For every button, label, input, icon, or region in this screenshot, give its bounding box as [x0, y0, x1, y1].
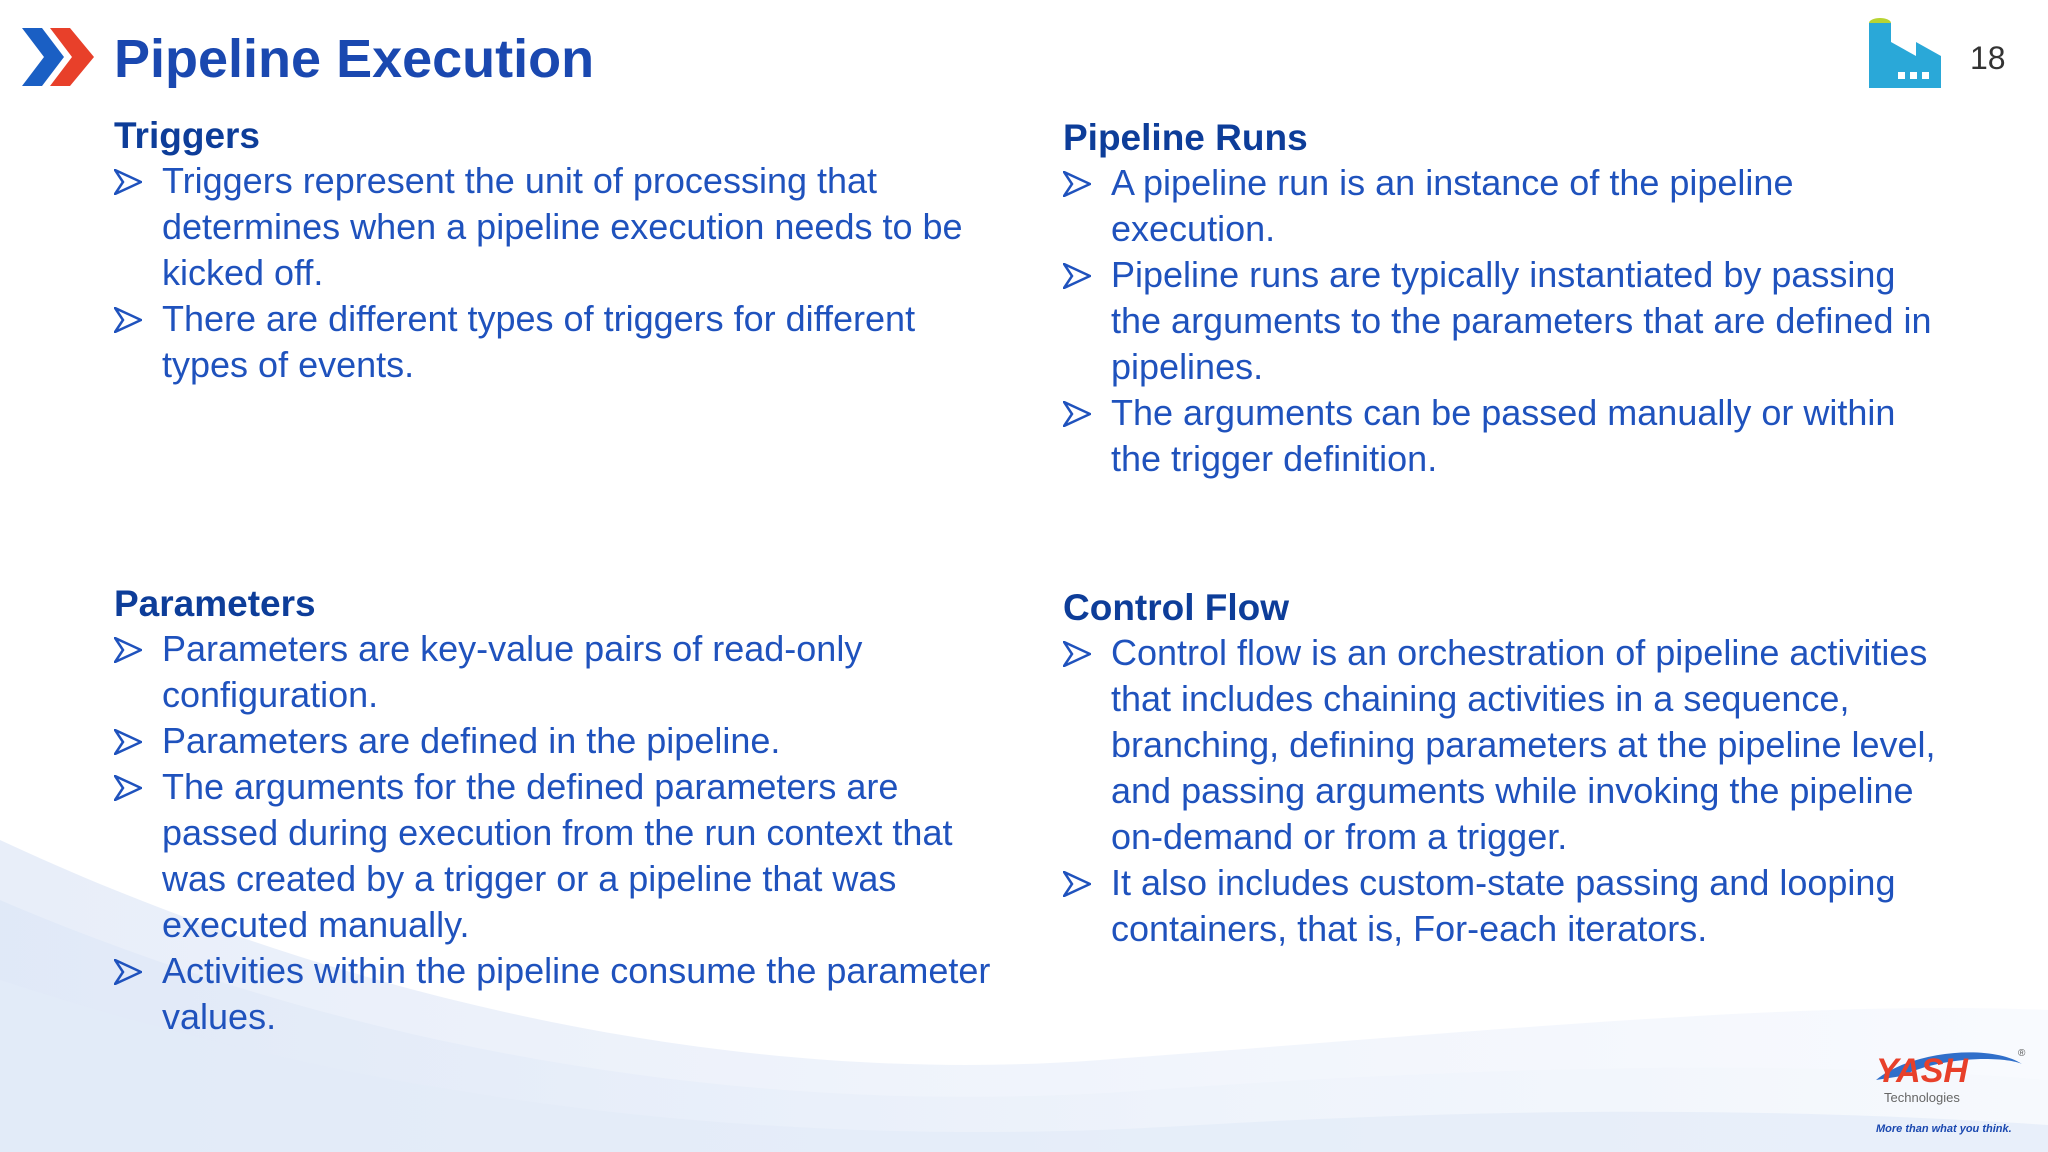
- bullet-item: [114, 948, 994, 1040]
- data-factory-icon: [1866, 16, 1944, 90]
- bullet-item: [114, 158, 994, 296]
- page-title: Pipeline Execution: [114, 29, 595, 89]
- bullet-item: [1063, 160, 1943, 252]
- logo-name: YASH: [1876, 1052, 1968, 1090]
- arrow-bullet-icon: [1063, 171, 1091, 197]
- section-parameters: [114, 582, 994, 1040]
- slide-number: 18: [1970, 40, 2006, 76]
- bullet-text: A pipeline run is an instance of the pipeline execution.: [1111, 162, 1794, 249]
- yash-technologies-logo: [1872, 1046, 2032, 1136]
- bullet-text: Control flow is an orchestration of pipeline activities that includes chaining activities in a sequence, branching, defining parameters at the pipeline level, and passing arguments while invoking the pipeline on-demand or from a trigger.: [1111, 632, 1936, 857]
- bullet-text: The arguments can be passed manually or within the trigger definition.: [1111, 392, 1896, 479]
- bullet-text: Pipeline runs are typically instantiated by passing the arguments to the parameters that are defined in pipelines.: [1111, 254, 1932, 387]
- bullet-text: Activities within the pipeline consume the parameter values.: [162, 950, 991, 1037]
- bullet-text: There are different types of triggers for different types of events.: [162, 298, 916, 385]
- arrow-bullet-icon: [114, 169, 142, 195]
- bullet-item: [114, 764, 994, 948]
- arrow-bullet-icon: [114, 775, 142, 801]
- bullet-item: [1063, 390, 1943, 482]
- bullet-item: [1063, 860, 1943, 952]
- arrow-bullet-icon: [1063, 263, 1091, 289]
- arrow-bullet-icon: [114, 307, 142, 333]
- bullet-text: The arguments for the defined parameters are passed during execution from the run context that was created by a trigger or a pipeline that was executed manually.: [162, 766, 953, 945]
- section-control-flow: [1063, 586, 1943, 952]
- arrow-bullet-icon: [1063, 641, 1091, 667]
- bullet-item: [114, 296, 994, 388]
- section-triggers: [114, 114, 994, 388]
- double-chevron-logo-icon: [20, 24, 96, 90]
- logo-tagline: More than what you think.: [1876, 1123, 2012, 1135]
- arrow-bullet-icon: [1063, 401, 1091, 427]
- logo-subtitle: Technologies: [1884, 1090, 1960, 1105]
- bullet-text: Parameters are defined in the pipeline.: [162, 720, 781, 761]
- bullet-text: It also includes custom-state passing and looping containers, that is, For-each iterators.: [1111, 862, 1896, 949]
- arrow-bullet-icon: [1063, 871, 1091, 897]
- bullet-text: Triggers represent the unit of processing that determines when a pipeline execution needs to be kicked off.: [162, 160, 963, 293]
- section-pipeline-runs: [1063, 116, 1943, 482]
- arrow-bullet-icon: [114, 637, 142, 663]
- section-heading: Pipeline Runs: [1063, 117, 1308, 158]
- section-heading: Control Flow: [1063, 587, 1290, 628]
- bullet-item: [1063, 252, 1943, 390]
- arrow-bullet-icon: [114, 959, 142, 985]
- bullet-item: [114, 626, 994, 718]
- arrow-bullet-icon: [114, 729, 142, 755]
- bullet-item: [114, 718, 994, 764]
- section-heading: Triggers: [114, 115, 260, 156]
- registered-mark: ®: [2018, 1048, 2026, 1059]
- section-heading: Parameters: [114, 583, 316, 624]
- bullet-item: [1063, 630, 1943, 860]
- bullet-text: Parameters are key-value pairs of read-only configuration.: [162, 628, 863, 715]
